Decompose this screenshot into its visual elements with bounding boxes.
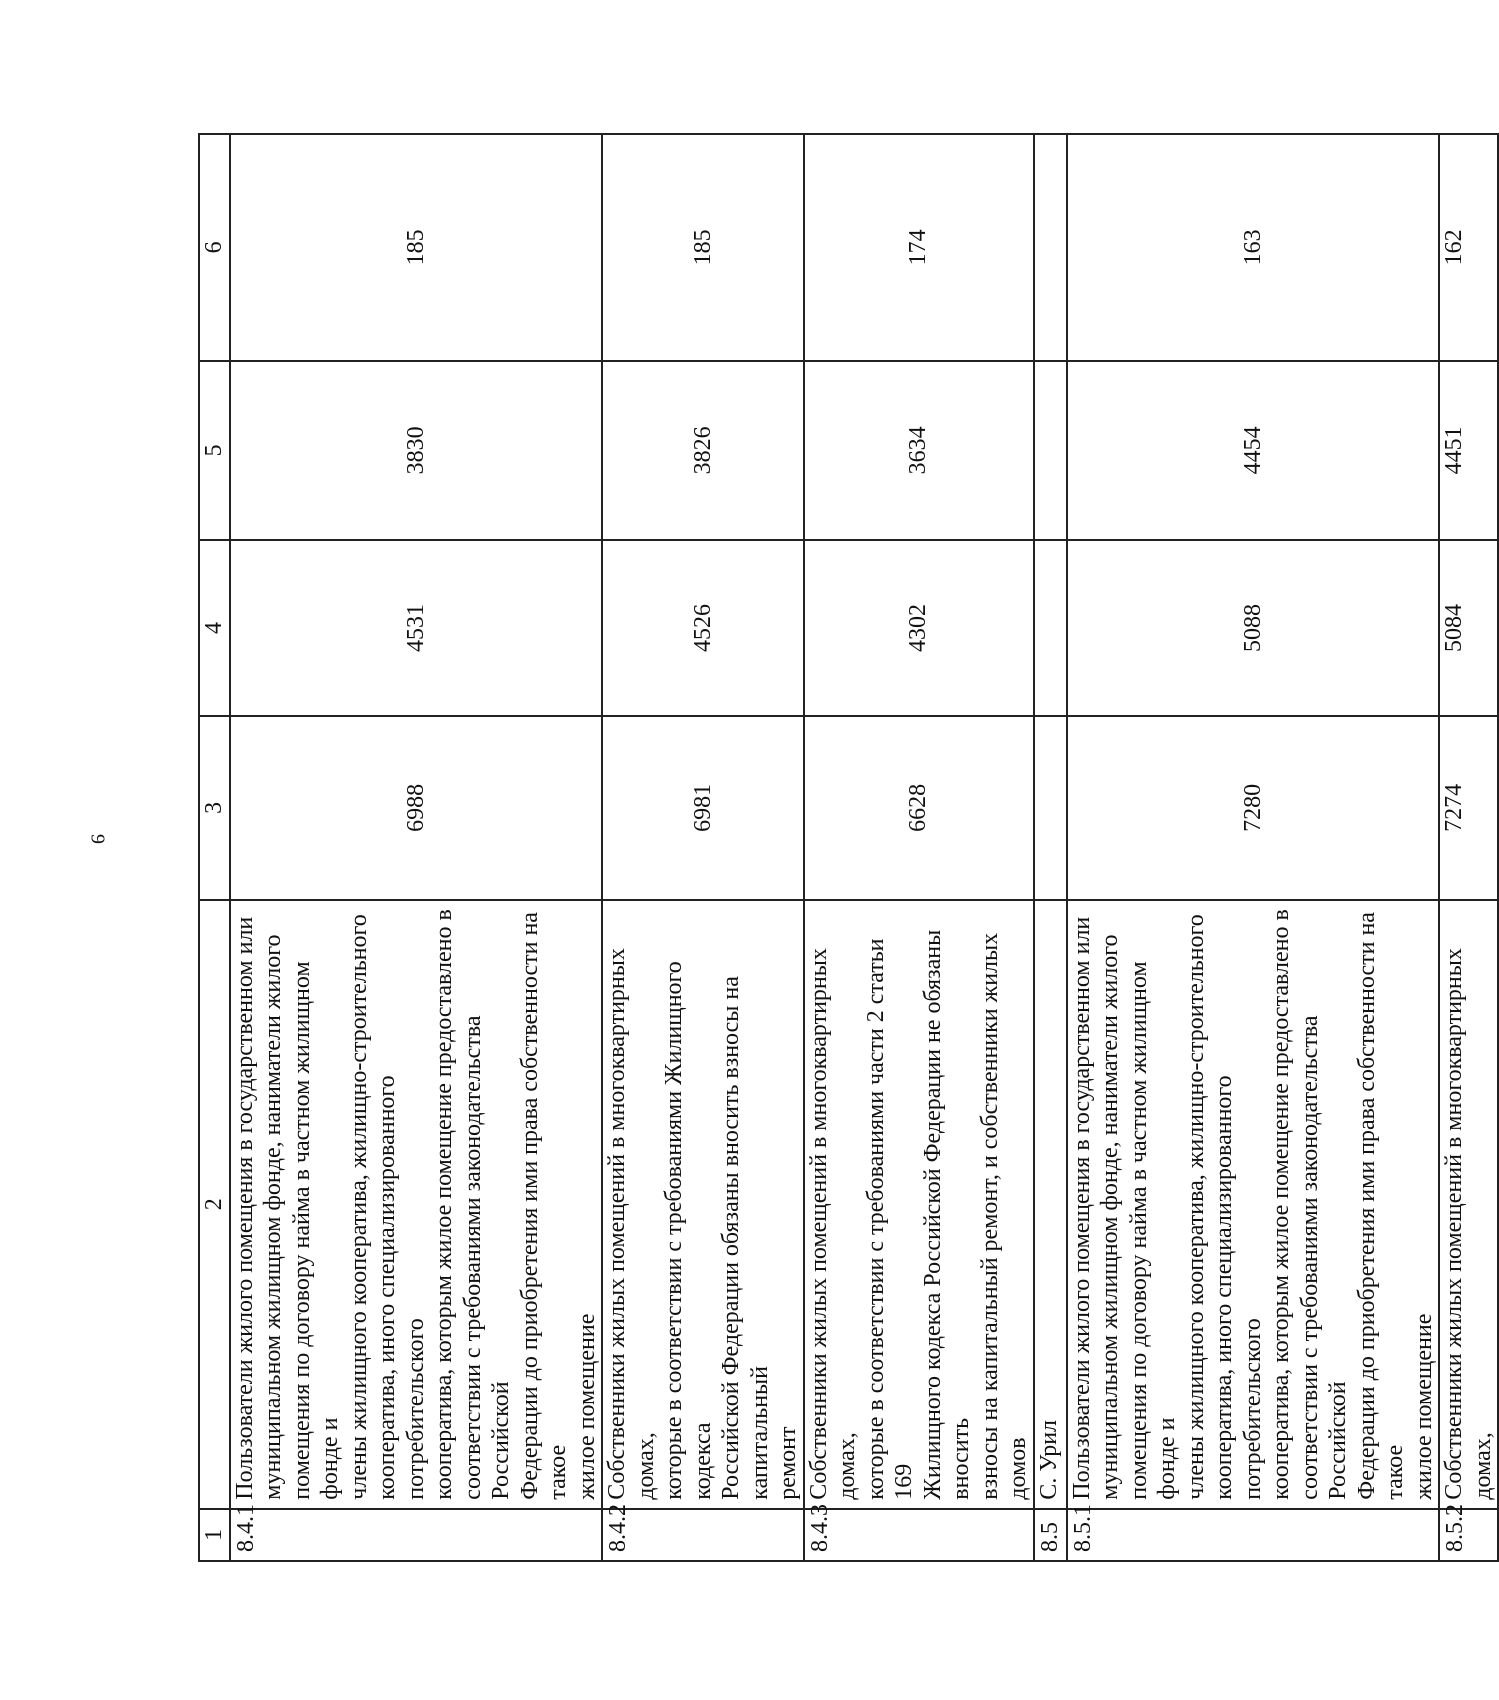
- value-cell-c3: [1034, 716, 1067, 900]
- description-line: жилое помещение: [573, 1313, 600, 1500]
- column-header: 1: [199, 1509, 230, 1561]
- table-row: [1067, 134, 1440, 1561]
- rates-table: [198, 133, 1499, 1562]
- value-cell-c3: 6981: [602, 716, 804, 900]
- value-cell-c4: 4531: [230, 540, 603, 716]
- value-cell-c6: 163: [1067, 134, 1440, 361]
- value-cell-c5: 4454: [1067, 361, 1440, 540]
- column-header: 5: [199, 361, 230, 540]
- description-line: Федерации до приобретения ими права собственности на такое: [1353, 912, 1408, 1500]
- row-description: [1439, 900, 1498, 1509]
- description-line: Пользователи жилого помещения в государственном или: [1068, 916, 1095, 1500]
- description-line: которые в соответствии с требованиями части 2 статьи 169: [862, 938, 917, 1500]
- column-header: 2: [199, 900, 230, 1509]
- description-line: кооператива, иного специализированного потребительского: [374, 1075, 429, 1500]
- description-line: которые в соответствии с требованиями Жилищного кодекса: [661, 961, 716, 1500]
- value-cell-c4: [1034, 540, 1067, 716]
- description-line: помещения по договору найма в частном жилищном фонде и: [288, 961, 343, 1500]
- description-line: Российской Федерации обязаны вносить взносы на капитальный: [718, 976, 773, 1500]
- value-cell-c5: 3830: [230, 361, 603, 540]
- value-cell-c5: 3826: [602, 361, 804, 540]
- description-line: Собственники жилых помещений в многоквартирных домах,: [805, 948, 860, 1500]
- value-cell-c3: 7274: [1439, 716, 1498, 900]
- value-cell-c6: [1034, 134, 1067, 361]
- row-description: [1067, 900, 1440, 1509]
- rates-table-container: [198, 133, 1496, 1562]
- description-line: муниципальном жилищном фонде, наниматели жилого: [1097, 934, 1123, 1500]
- description-line: жилое помещение: [1410, 1313, 1437, 1500]
- row-code: 8.4.3: [804, 1509, 1034, 1561]
- description-line: ремонт: [775, 1426, 801, 1500]
- description-line: соответствии с требованиями законодательства Российской: [459, 1015, 514, 1500]
- description-line: члены жилищного кооператива, жилищно-строительного: [1182, 914, 1209, 1500]
- row-code: 8.5.2: [1439, 1509, 1498, 1561]
- description-line: взносы на капитальный ремонт, и собственники жилых домов: [976, 932, 1031, 1500]
- value-cell-c3: 7280: [1067, 716, 1440, 900]
- description-line: кооператива, которым жилое помещение предоставлено в: [1268, 909, 1294, 1500]
- table-row: [804, 134, 1034, 1561]
- value-cell-c4: 5088: [1067, 540, 1440, 716]
- row-description: [230, 900, 603, 1509]
- value-cell-c6: 185: [602, 134, 804, 361]
- row-description: [602, 900, 804, 1509]
- value-cell-c6: 162: [1439, 134, 1498, 361]
- description-line: Пользователи жилого помещения в государственном или: [231, 916, 258, 1500]
- table-row: [230, 134, 603, 1561]
- row-code: 8.4.2: [602, 1509, 804, 1561]
- description-line: члены жилищного кооператива, жилищно-строительного: [345, 914, 372, 1500]
- value-cell-c3: 6628: [804, 716, 1034, 900]
- row-description: [1034, 900, 1067, 1509]
- value-cell-c4: 4526: [602, 540, 804, 716]
- value-cell-c4: 5084: [1439, 540, 1498, 716]
- row-code: 8.5.1: [1067, 1509, 1440, 1561]
- description-line: муниципальном жилищном фонде, наниматели жилого: [260, 934, 286, 1500]
- row-code: 8.4.1: [230, 1509, 603, 1561]
- column-header: 6: [199, 134, 230, 361]
- description-line: кооператива, иного специализированного потребительского: [1211, 1075, 1266, 1500]
- page-number: 9: [86, 834, 109, 844]
- description-line: Федерации до приобретения ими права собственности на такое: [516, 912, 571, 1500]
- value-cell-c5: 3634: [804, 361, 1034, 540]
- description-line: Жилищного кодекса Российской Федерации не обязаны вносить: [919, 929, 974, 1500]
- description-line: Собственники жилых помещений в многоквартирных домах,: [604, 948, 659, 1500]
- description-line: Собственники жилых помещений в многоквартирных домах,: [1441, 948, 1496, 1500]
- column-header: 3: [199, 716, 230, 900]
- value-cell-c6: 174: [804, 134, 1034, 361]
- value-cell-c4: 4302: [804, 540, 1034, 716]
- description-line: С. Урил: [1035, 1419, 1062, 1500]
- row-code: 8.5: [1034, 1509, 1067, 1561]
- table-row: [1034, 134, 1067, 1561]
- header-row: [199, 134, 230, 1561]
- column-header: 4: [199, 540, 230, 716]
- description-line: кооператива, которым жилое помещение предоставлено в: [431, 909, 457, 1500]
- row-description: [804, 900, 1034, 1509]
- value-cell-c6: 185: [230, 134, 603, 361]
- table-row: [1439, 134, 1498, 1561]
- value-cell-c5: 4451: [1439, 361, 1498, 540]
- description-line: помещения по договору найма в частном жилищном фонде и: [1125, 961, 1180, 1500]
- description-line: соответствии с требованиями законодательства Российской: [1296, 1015, 1351, 1500]
- table-row: [602, 134, 804, 1561]
- value-cell-c5: [1034, 361, 1067, 540]
- value-cell-c3: 6988: [230, 716, 603, 900]
